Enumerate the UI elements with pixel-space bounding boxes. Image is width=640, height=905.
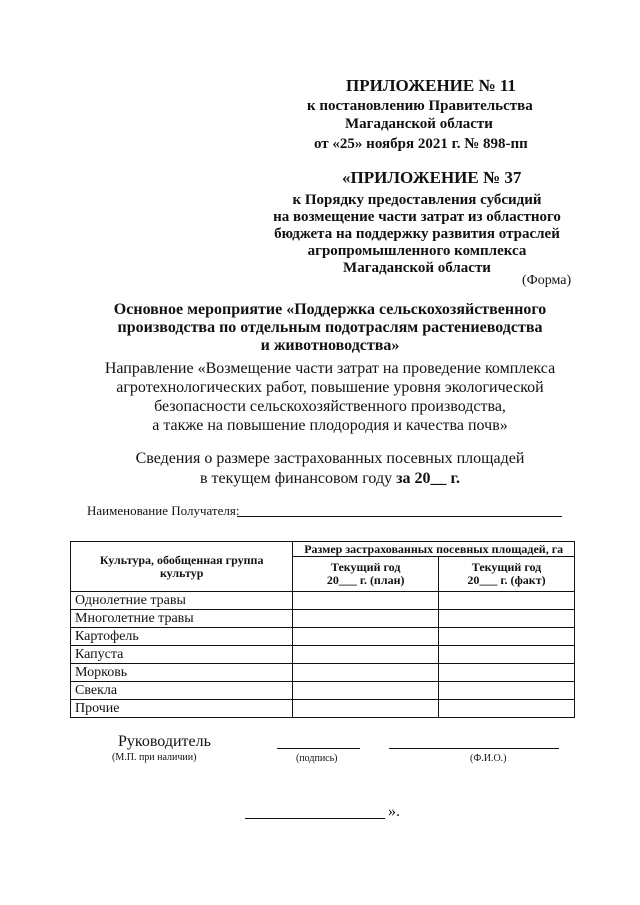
title-line: производства по отдельным подотраслям растениеводства: [117, 319, 543, 336]
order-line: Магаданской области: [343, 260, 491, 276]
stamp-note: (М.П. при наличии): [112, 752, 197, 763]
fact-header-line-2: 20___ г. (факт): [467, 573, 546, 587]
closing-mark: ».: [388, 803, 400, 820]
fact-cell[interactable]: [438, 628, 574, 646]
table-row: [71, 592, 575, 610]
info-line-2: в текущем финансовом году: [200, 470, 397, 487]
signature-caption: (подпись): [296, 753, 338, 764]
crop-cell: Морковь: [71, 664, 293, 682]
order-reference: [262, 192, 572, 277]
crop-cell: Прочие: [71, 700, 293, 718]
resolution-ref: к постановлению Правительства: [307, 98, 533, 114]
fact-cell[interactable]: [438, 610, 574, 628]
plan-cell[interactable]: [293, 592, 439, 610]
plan-cell[interactable]: [293, 664, 439, 682]
appendix-11-heading: ПРИЛОЖЕНИЕ № 11: [346, 76, 516, 95]
insured-area-table: [70, 541, 575, 718]
plan-cell[interactable]: [293, 682, 439, 700]
recipient-label: Наименование Получателя:: [87, 503, 240, 518]
head-label: Руководитель: [118, 733, 211, 750]
title-line: и животноводства»: [260, 337, 400, 354]
order-line: к Порядку предоставления субсидий: [292, 192, 542, 208]
fio-line[interactable]: [389, 748, 559, 749]
table-row: [71, 610, 575, 628]
insured-area-group-header: Размер застрахованных посевных площадей, га: [293, 542, 575, 557]
fact-cell[interactable]: [438, 646, 574, 664]
region-name: Магаданской области: [345, 116, 493, 132]
plan-cell[interactable]: [293, 646, 439, 664]
order-line: на возмещение части затрат из областного: [273, 209, 561, 225]
table-row: [71, 664, 575, 682]
fact-header-line-1: Текущий год: [471, 560, 542, 574]
table-row: [71, 628, 575, 646]
fact-cell[interactable]: [438, 592, 574, 610]
table-row: [71, 700, 575, 718]
financial-year-field: за 20__ г.: [396, 470, 460, 487]
appendix-37-heading: «ПРИЛОЖЕНИЕ № 37: [342, 168, 522, 187]
plan-cell[interactable]: [293, 610, 439, 628]
plan-cell[interactable]: [293, 628, 439, 646]
recipient-name-line[interactable]: [237, 516, 562, 517]
form-label: (Форма): [522, 273, 572, 288]
info-line-1: Сведения о размере застрахованных посевных площадей: [135, 450, 525, 467]
title-line: Основное мероприятие «Поддержка сельскохозяйственного: [113, 301, 547, 318]
fact-column-header: [438, 557, 574, 592]
crop-cell: Однолетние травы: [71, 592, 293, 610]
direction-text: [95, 359, 565, 435]
table-row: [71, 646, 575, 664]
closing-line[interactable]: [245, 818, 385, 819]
fact-cell[interactable]: [438, 682, 574, 700]
crop-column-header: Культура, обобщенная группа культур: [71, 542, 293, 592]
plan-header-line-1: Текущий год: [330, 560, 401, 574]
direction-line: агротехнологических работ, повышение уровня экологической: [116, 379, 544, 396]
crop-cell: Картофель: [71, 628, 293, 646]
fact-cell[interactable]: [438, 700, 574, 718]
direction-line: Направление «Возмещение части затрат на проведение комплекса: [104, 360, 556, 377]
signature-line[interactable]: [277, 748, 360, 749]
order-line: бюджета на поддержку развития отраслей: [274, 226, 560, 242]
fact-cell[interactable]: [438, 664, 574, 682]
plan-column-header: [293, 557, 439, 592]
plan-cell[interactable]: [293, 700, 439, 718]
measure-title: [100, 301, 560, 355]
direction-line: а также на повышение плодородия и качества почв»: [152, 417, 508, 434]
resolution-date-number: от «25» ноября 2021 г. № 898-пп: [314, 136, 528, 152]
order-line: агропромышленного комплекса: [307, 243, 527, 259]
crop-cell: Многолетние травы: [71, 610, 293, 628]
crop-cell: Капуста: [71, 646, 293, 664]
plan-header-line-2: 20___ г. (план): [326, 573, 405, 587]
fio-caption: (Ф.И.О.): [470, 753, 507, 764]
table-row: [71, 682, 575, 700]
crop-cell: Свекла: [71, 682, 293, 700]
info-heading: [95, 449, 565, 489]
direction-line: безопасности сельскохозяйственного производства,: [154, 398, 506, 415]
